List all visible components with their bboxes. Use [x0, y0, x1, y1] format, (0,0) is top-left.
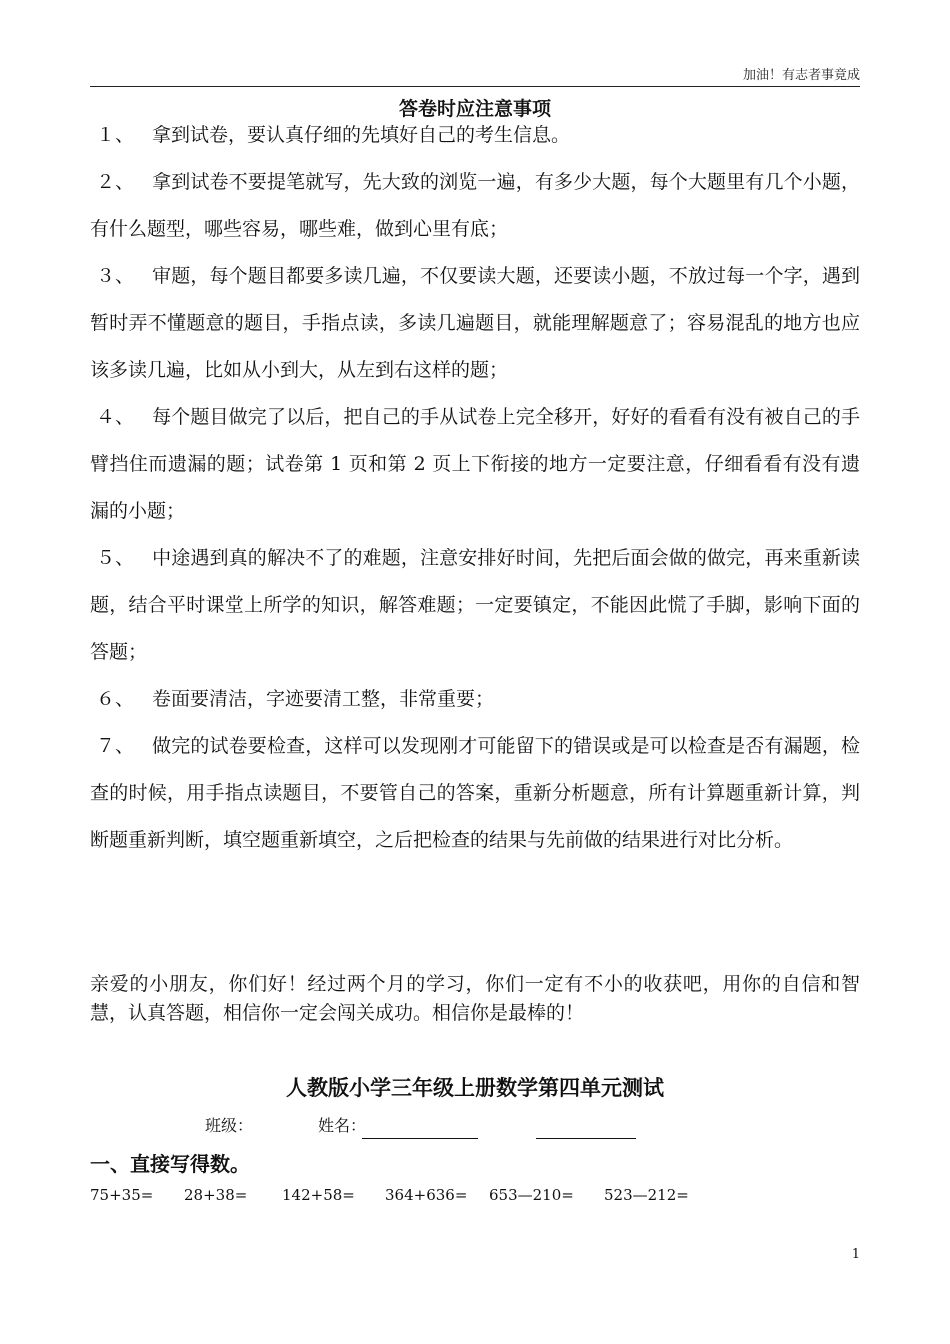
- problem-item: 75+35=: [90, 1186, 154, 1204]
- intro-paragraph: 亲爱的小朋友，你们好！经过两个月的学习，你们一定有不小的收获吧，用你的自信和智慧，认真答题，相信你一定会闯关成功。相信你是最棒的！: [90, 973, 860, 1024]
- notice-text: 卷面要清洁，字迹要清工整，非常重要；: [152, 688, 495, 710]
- notice-item: [90, 676, 860, 723]
- name-label: 姓名：: [318, 1116, 367, 1135]
- notice-title: 答卷时应注意事项: [398, 98, 551, 120]
- notice-item: [90, 253, 860, 394]
- page-number: 1: [851, 1247, 860, 1262]
- notice-text: 拿到试卷不要提笔就写，先大致的浏览一遍，有多少大题，每个大题里有几个小题，有什么题型，哪些容易，哪些难，做到心里有底；: [90, 171, 860, 240]
- header-motto: 加油！有志者事竟成: [742, 68, 860, 83]
- notice-number: ２、: [96, 171, 135, 193]
- notice-number: １、: [96, 124, 135, 146]
- notice-number: ７、: [96, 735, 135, 757]
- notice-item: [90, 723, 860, 864]
- class-blank-line: [362, 1138, 478, 1139]
- notice-text: 中途遇到真的解决不了的难题，注意安排好时间，先把后面会做的做完，再来重新读题，结合平时课堂上所学的知识，解答难题；一定要镇定，不能因此慌了手脚，影响下面的答题；: [90, 547, 860, 663]
- problem-item: 28+38=: [184, 1186, 248, 1204]
- notice-list: [90, 112, 860, 864]
- notice-text: 做完的试卷要检查，这样可以发现刚才可能留下的错误或是可以检查是否有漏题，检查的时候，用手指点读题目，不要管自己的答案，重新分析题意，所有计算题重新计算，判断题重新判断，填空题重新填空，之后把检查的结果与先前做的结果进行对比分析。: [90, 735, 860, 851]
- class-label: 班级：: [205, 1116, 254, 1135]
- header-rule: [90, 86, 860, 87]
- notice-item: [90, 159, 860, 253]
- notice-item: [90, 535, 860, 676]
- notice-item: [90, 394, 860, 535]
- notice-number: ６、: [96, 688, 135, 710]
- problem-item: 653—210=: [489, 1186, 574, 1204]
- notice-number: ４、: [96, 406, 135, 428]
- notice-item: [90, 112, 860, 159]
- problem-item: 523—212=: [604, 1186, 689, 1204]
- test-title: 人教版小学三年级上册数学第四单元测试: [286, 1076, 664, 1100]
- problem-item: 364+636=: [385, 1186, 468, 1204]
- notice-number: ５、: [96, 547, 135, 569]
- section-heading: 一、直接写得数。: [90, 1152, 250, 1176]
- notice-text: 每个题目做完了以后，把自己的手从试卷上完全移开，好好的看看有没有被自己的手臂挡住而遗漏的题；试卷第 1 页和第 2 页上下衔接的地方一定要注意，仔细看看有没有遗漏的小题；: [90, 406, 860, 522]
- problem-item: 142+58=: [282, 1186, 355, 1204]
- notice-number: ３、: [96, 265, 135, 287]
- notice-text: 审题，每个题目都要多读几遍，不仅要读大题，还要读小题，不放过每一个字，遇到暂时弄不懂题意的题目，手指点读，多读几遍题目，就能理解题意了；容易混乱的地方也应该多读几遍，比如从小到大，从左到右这样的题；: [90, 265, 860, 381]
- notice-text: 拿到试卷，要认真仔细的先填好自己的考生信息。: [152, 124, 571, 146]
- name-blank-line: [536, 1138, 636, 1139]
